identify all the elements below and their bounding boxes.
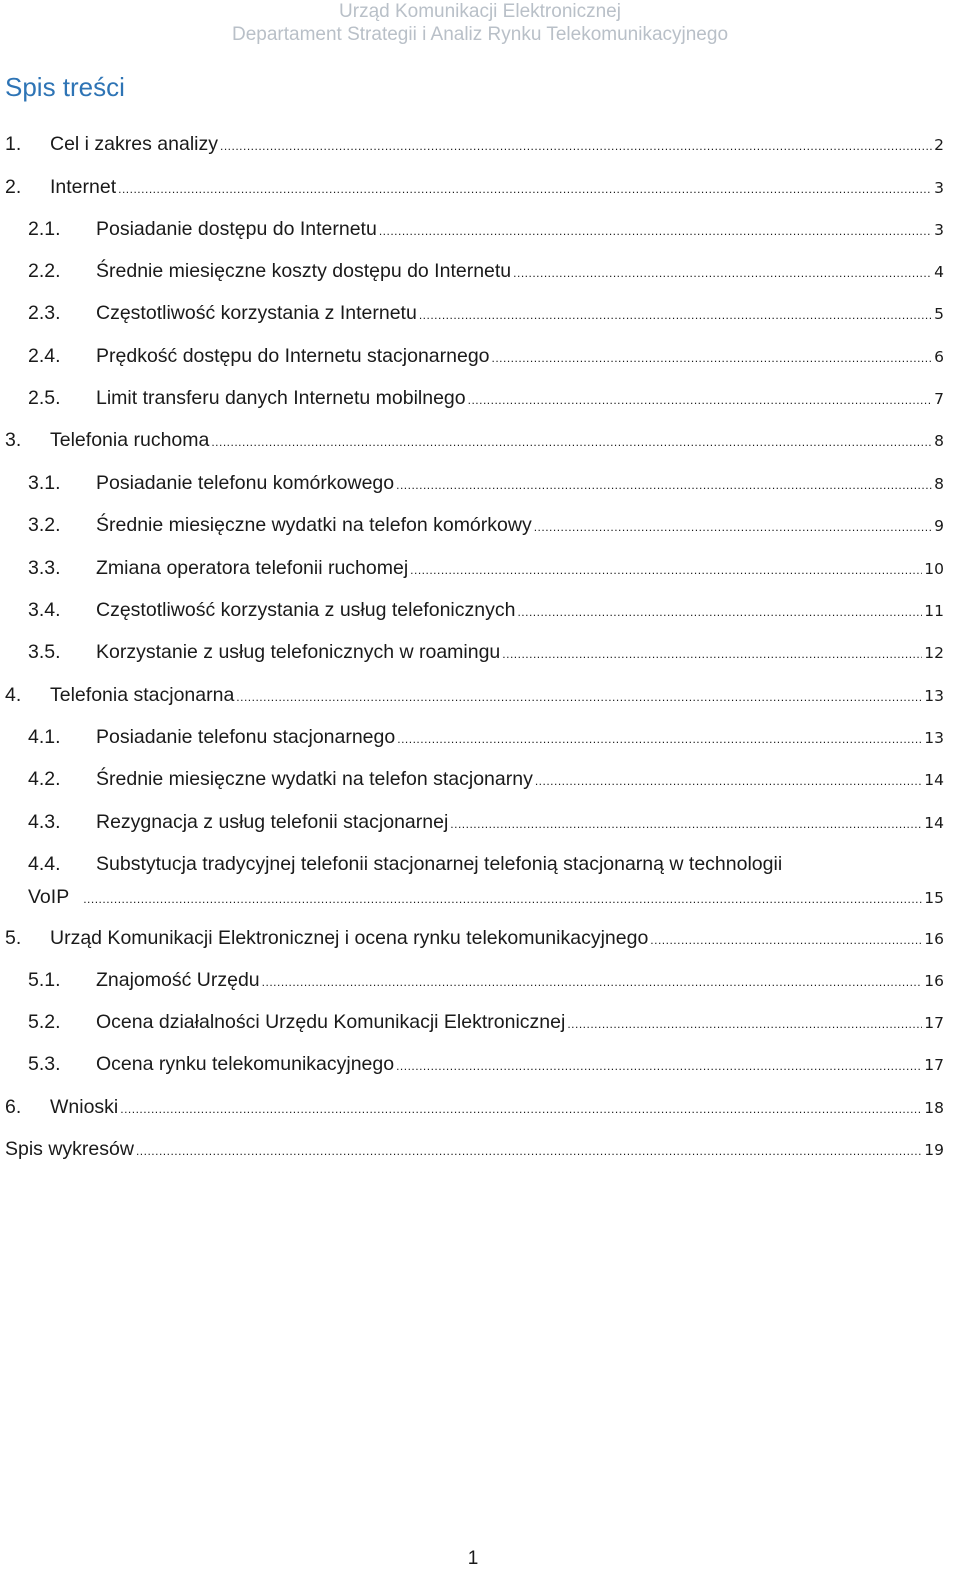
dot-leader [567, 1012, 922, 1036]
dot-leader [236, 685, 922, 709]
dot-leader [410, 558, 922, 582]
dot-leader [220, 134, 932, 158]
toc-entry-number: 3. [5, 429, 22, 451]
dot-leader [535, 769, 922, 793]
toc-entry-number: 3.1. [28, 472, 61, 494]
toc-entry-number: 4.1. [28, 726, 61, 748]
toc-entry-number: 4. [5, 684, 22, 706]
toc-entry[interactable] [5, 1095, 944, 1121]
dot-leader [118, 177, 932, 201]
toc-entry-title: Korzystanie z usług telefonicznych w roamingu [96, 641, 501, 663]
toc-entry-title: Urząd Komunikacji Elektronicznej i ocena rynku telekomunikacyjnego [50, 927, 649, 949]
toc-entry[interactable] [5, 132, 944, 158]
toc-entry-number: 2.2. [28, 260, 61, 282]
dot-leader [83, 887, 922, 911]
toc-entry[interactable] [28, 1010, 944, 1036]
toc-entry[interactable] [5, 926, 944, 952]
toc-entry[interactable] [28, 810, 944, 836]
toc-entry-page: 2 [934, 136, 944, 154]
toc-entry-title: Posiadanie telefonu komórkowego [96, 472, 395, 494]
header-department: Departament Strategii i Analiz Rynku Telekomunikacyjnego [231, 24, 729, 45]
dot-leader [396, 473, 932, 497]
toc-entry-number: 2.4. [28, 345, 61, 367]
toc-entry-page: 12 [924, 644, 944, 662]
toc-entry[interactable] [28, 259, 944, 285]
toc-entry-line [28, 852, 782, 876]
dot-leader [120, 1097, 922, 1121]
dot-leader [211, 430, 932, 454]
toc-entry-title: Telefonia ruchoma [50, 429, 210, 451]
toc-entry-title: Limit transferu danych Internetu mobilnego [96, 387, 466, 409]
toc-entry-page: 11 [924, 602, 944, 620]
toc-entry-number: 6. [5, 1096, 22, 1118]
toc-entry-number: 3.4. [28, 599, 61, 621]
toc-entry-number: 3.5. [28, 641, 61, 663]
toc-entry-title: Średnie miesięczne wydatki na telefon stacjonarny [96, 768, 533, 790]
toc-entry[interactable] [5, 683, 944, 709]
toc-entry[interactable] [28, 301, 944, 327]
toc-entry[interactable] [5, 1137, 944, 1163]
toc-entry-line [28, 885, 944, 911]
toc-entry-title: Ocena działalności Urzędu Komunikacji Elektronicznej [96, 1011, 566, 1033]
toc-entry-page: 17 [924, 1056, 944, 1074]
toc-entry-page: 7 [934, 390, 944, 408]
header-institution: Urząd Komunikacji Elektronicznej [339, 1, 621, 22]
toc-entry-title: Posiadanie dostępu do Internetu [96, 218, 377, 240]
dot-leader [513, 261, 932, 285]
dot-leader [492, 346, 933, 370]
toc-entry-page: 9 [934, 517, 944, 535]
dot-leader [450, 812, 922, 836]
toc-entry-number: 3.2. [28, 514, 61, 536]
toc-entry-number: 2.1. [28, 218, 61, 240]
toc-entry-title: Spis wykresów [5, 1138, 134, 1160]
toc-entry-number: 2.3. [28, 302, 61, 324]
toc-entry[interactable] [28, 1052, 944, 1078]
toc-entry-title: Prędkość dostępu do Internetu stacjonarnego [96, 345, 490, 367]
toc-entry[interactable] [28, 217, 944, 243]
dot-leader [534, 515, 932, 539]
toc-entry-number: 5.3. [28, 1053, 61, 1075]
toc-entry-page: 8 [934, 475, 944, 493]
dot-leader [650, 928, 922, 952]
toc-entry[interactable] [28, 513, 944, 539]
toc-entry-page: 4 [934, 263, 944, 281]
toc-entry[interactable] [28, 344, 944, 370]
toc-entry-page: 6 [934, 348, 944, 366]
toc-entry-page: 3 [934, 221, 944, 239]
toc-entry-title: Posiadanie telefonu stacjonarnego [96, 726, 396, 748]
toc-entry-page: 3 [934, 179, 944, 197]
toc-entry[interactable] [5, 428, 944, 454]
dot-leader [517, 600, 922, 624]
toc-entry-page: 19 [924, 1141, 944, 1159]
toc-entry-number: 2. [5, 176, 22, 198]
toc-entry[interactable] [28, 471, 944, 497]
toc-entry-number: 3.3. [28, 557, 61, 579]
toc-entry-title: Częstotliwość korzystania z usług telefonicznych [96, 599, 516, 621]
toc-entry-title: Średnie miesięczne koszty dostępu do Internetu [96, 260, 512, 282]
toc-entry-page: 16 [924, 930, 944, 948]
toc-entry-title: Cel i zakres analizy [50, 133, 218, 155]
toc-entry-page: 15 [924, 889, 944, 907]
dot-leader [502, 642, 922, 666]
toc-entry-page: 5 [934, 305, 944, 323]
toc-entry[interactable] [28, 598, 944, 624]
toc-entry-title: Substytucja tradycyjnej telefonii stacjonarnej telefonią stacjonarną w technologii [96, 853, 783, 875]
toc-entry-page: 14 [924, 814, 944, 832]
toc-entry[interactable] [5, 175, 944, 201]
dot-leader [468, 388, 933, 412]
toc-entry[interactable] [28, 767, 944, 793]
toc-entry-number: 4.4. [28, 853, 61, 875]
toc-entry[interactable] [28, 852, 944, 912]
toc-entry-title: Telefonia stacjonarna [50, 684, 235, 706]
toc-entry-title: Ocena rynku telekomunikacyjnego [96, 1053, 395, 1075]
toc-entry-title: Częstotliwość korzystania z Internetu [96, 302, 417, 324]
toc-entry-title: Rezygnacja z usług telefonii stacjonarnej [96, 811, 449, 833]
toc-entry-page: 18 [924, 1099, 944, 1117]
toc-entry-page: 16 [924, 972, 944, 990]
toc-entry-page: 10 [924, 560, 944, 578]
dot-leader [136, 1139, 922, 1163]
toc-entry-page: 8 [934, 432, 944, 450]
toc-entry-number: 5. [5, 927, 22, 949]
toc-entry-page: 17 [924, 1014, 944, 1032]
toc-entry-number: 4.2. [28, 768, 61, 790]
toc-entry-title: Znajomość Urzędu [96, 969, 260, 991]
toc-entry[interactable] [28, 556, 944, 582]
toc-entry-title: Zmiana operatora telefonii ruchomej [96, 557, 409, 579]
toc-entry-number: 5.1. [28, 969, 61, 991]
toc-entry[interactable] [28, 968, 944, 994]
toc-entry[interactable] [28, 386, 944, 412]
toc-entry-number: 4.3. [28, 811, 61, 833]
toc-entry[interactable] [28, 640, 944, 666]
toc-entry-page: 13 [924, 729, 944, 747]
toc-entry-title: Średnie miesięczne wydatki na telefon komórkowy [96, 514, 532, 536]
toc-entry-title: Internet [50, 176, 117, 198]
toc-entry-number: 2.5. [28, 387, 61, 409]
toc-entry-number: 5.2. [28, 1011, 61, 1033]
page-number: 1 [467, 1548, 479, 1569]
toc-entry-page: 14 [924, 771, 944, 789]
dot-leader [396, 1054, 922, 1078]
toc-entry-page: 13 [924, 687, 944, 705]
dot-leader [397, 727, 922, 751]
toc-entry[interactable] [28, 725, 944, 751]
toc-title: Spis treści [5, 72, 125, 102]
dot-leader [379, 219, 932, 243]
dot-leader [262, 970, 923, 994]
toc-entry-title-continued: VoIP [28, 886, 70, 908]
dot-leader [419, 303, 932, 327]
toc-entry-number: 1. [5, 133, 22, 155]
toc-entry-title: Wnioski [50, 1096, 119, 1118]
